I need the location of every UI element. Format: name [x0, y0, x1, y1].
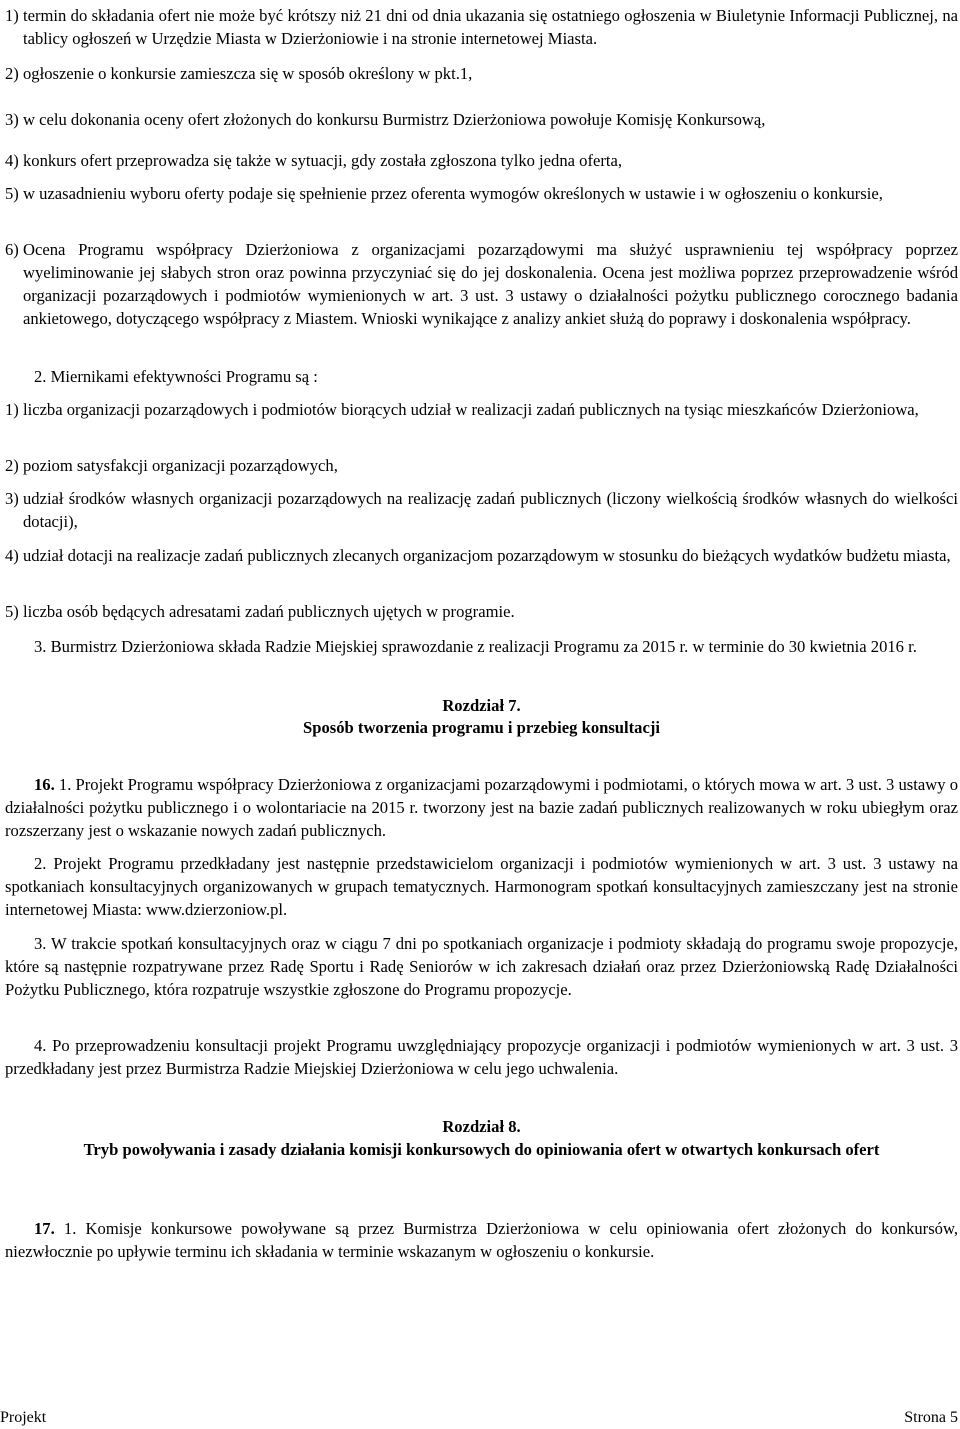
item-number: 5) — [5, 184, 23, 203]
paragraph-text: 1. Projekt Programu współpracy Dzierżoniowa z organizacjami pozarządowymi i podmiotami, o których mowa w art. 3 ust. 3 ustawy o działalności pożytku publicznego i o wolontariacie na 2015 r. tworzony jest na bazie zadań publicznych realizowanych w roku ubiegłym oraz rozszerzany jest o wskazanie nowych zadań publicznych. — [5, 775, 958, 840]
list-item — [5, 62, 958, 85]
paragraph: 2. Projekt Programu przedkładany jest następnie przedstawicielom organizacji i podmiotów wymienionych w art. 3 ust. 3 ustawy na spotkaniach konsultacyjnych organizowanych w grupach tematycznych. Harmonogram spotkań konsultacyjnych zamieszczany jest na stronie internetowej Miasta: www.dzierzoniow.pl. — [5, 854, 958, 919]
paragraph — [5, 773, 958, 842]
paragraph-number: 16. — [34, 775, 55, 794]
item-text: liczba organizacji pozarządowych i podmiotów biorących udział w realizacji zadań publicznych na tysiąc mieszkańców Dzierżoniowa, — [22, 400, 919, 419]
item-text: w celu dokonania oceny ofert złożonych do konkursu Burmistrz Dzierżoniowa powołuje Komisję Konkursową, — [22, 110, 766, 129]
item-number: 1) — [5, 6, 23, 25]
page-number: Strona 5 — [904, 1409, 958, 1426]
item-number: 2) — [5, 456, 23, 475]
item-number: 3) — [5, 110, 23, 129]
list-item — [5, 149, 958, 172]
paragraph-number: 17. — [34, 1219, 55, 1238]
paragraph — [5, 1217, 958, 1263]
list-item — [5, 108, 958, 131]
chapter-subtitle: Tryb powoływania i zasady działania komisji konkursowych do opiniowania ofert w otwartych konkursach ofert — [83, 1140, 880, 1159]
item-text: konkurs ofert przeprowadza się także w sytuacji, gdy została zgłoszona tylko jedna oferta, — [22, 151, 622, 170]
item-text: Ocena Programu współpracy Dzierżoniowa z organizacjami pozarządowymi ma służyć usprawnieniu tej współpracy poprzez wyeliminowanie jej słabych stron oraz powinna przyczyniać się do jej doskonalenia. Ocena jest możliwa poprzez przeprowadzenie wśród organizacji pozarządowych i podmiotów wymienionych w art. 3 ust. 3 ustawy o działalności pożytku publicznego corocznego badania ankietowego, dotyczącego współpracy z Miastem. Wnioski wynikające z analizy ankiet służą do poprawy i doskonalenia współpracy. — [22, 240, 958, 328]
item-number: 5) — [5, 602, 23, 621]
list-item — [5, 544, 958, 567]
item-number: 1) — [5, 400, 23, 419]
chapter-title: Rozdział 8. — [442, 1117, 521, 1136]
footer-label: Projekt — [0, 1409, 47, 1426]
paragraph: 3. Burmistrz Dzierżoniowa składa Radzie Miejskiej sprawozdanie z realizacji Programu za 2015 r. w terminie do 30 kwietnia 2016 r. — [34, 637, 917, 656]
item-number: 4) — [5, 151, 23, 170]
item-text: liczba osób będących adresatami zadań publicznych ujętych w programie. — [22, 602, 515, 621]
paragraph: 4. Po przeprowadzeniu konsultacji projekt Programu uwzględniający propozycje organizacji i podmiotów wymienionych w art. 3 ust. 3 przedkładany jest przez Burmistrza Radzie Miejskiej Dzierżoniowa w celu jego uchwalenia. — [5, 1036, 958, 1078]
list-item — [5, 487, 958, 533]
list-item — [5, 182, 958, 205]
item-text: udział środków własnych organizacji pozarządowych na realizację zadań publicznych (liczony wielkością środków własnych do wielkości dotacji), — [22, 489, 958, 531]
item-text: ogłoszenie o konkursie zamieszcza się w sposób określony w pkt.1, — [22, 64, 473, 83]
item-text: w uzasadnieniu wyboru oferty podaje się spełnienie przez oferenta wymogów określonych w ustawie i w ogłoszeniu o konkursie, — [22, 184, 883, 203]
list-item — [5, 398, 958, 421]
list-item — [5, 4, 958, 50]
list-item — [5, 454, 958, 477]
item-text: poziom satysfakcji organizacji pozarządowych, — [22, 456, 338, 475]
list-item — [5, 600, 958, 623]
item-number: 6) — [5, 240, 23, 259]
paragraph: 3. W trakcie spotkań konsultacyjnych oraz w ciągu 7 dni po spotkaniach organizacje i podmioty składają do programu swoje propozycje, które są następnie rozpatrywane przez Radę Sportu i Radę Seniorów w ich zakresach działań oraz przez Dzierżoniowską Radę Działalności Pożytku Publicznego, która rozpatruje wszystkie zgłoszone do Programu propozycje. — [5, 934, 958, 999]
item-text: udział dotacji na realizacje zadań publicznych zlecanych organizacjom pozarządowym w stosunku do bieżących wydatków budżetu miasta, — [22, 546, 951, 565]
item-text: termin do składania ofert nie może być krótszy niż 21 dni od dnia ukazania się ostatniego ogłoszenia w Biuletynie Informacji Publicznej, na tablicy ogłoszeń w Urzędzie Miasta w Dzierżoniowie i na stronie internetowej Miasta. — [22, 6, 958, 48]
list-item — [5, 238, 958, 330]
item-number: 2) — [5, 64, 23, 83]
page-footer — [0, 1406, 958, 1429]
section-heading: 2. Miernikami efektywności Programu są : — [34, 367, 318, 386]
chapter-title: Rozdział 7. — [442, 696, 521, 715]
item-number: 4) — [5, 546, 23, 565]
paragraph-text: 1. Komisje konkursowe powoływane są przez Burmistrza Dzierżoniowa w celu opiniowania ofert złożonych do konkursów, niezwłocznie po upływie terminu ich składania w terminie wskazanym w ogłoszeniu o konkursie. — [5, 1219, 958, 1261]
chapter-subtitle: Sposób tworzenia programu i przebieg konsultacji — [303, 718, 660, 737]
item-number: 3) — [5, 489, 23, 508]
